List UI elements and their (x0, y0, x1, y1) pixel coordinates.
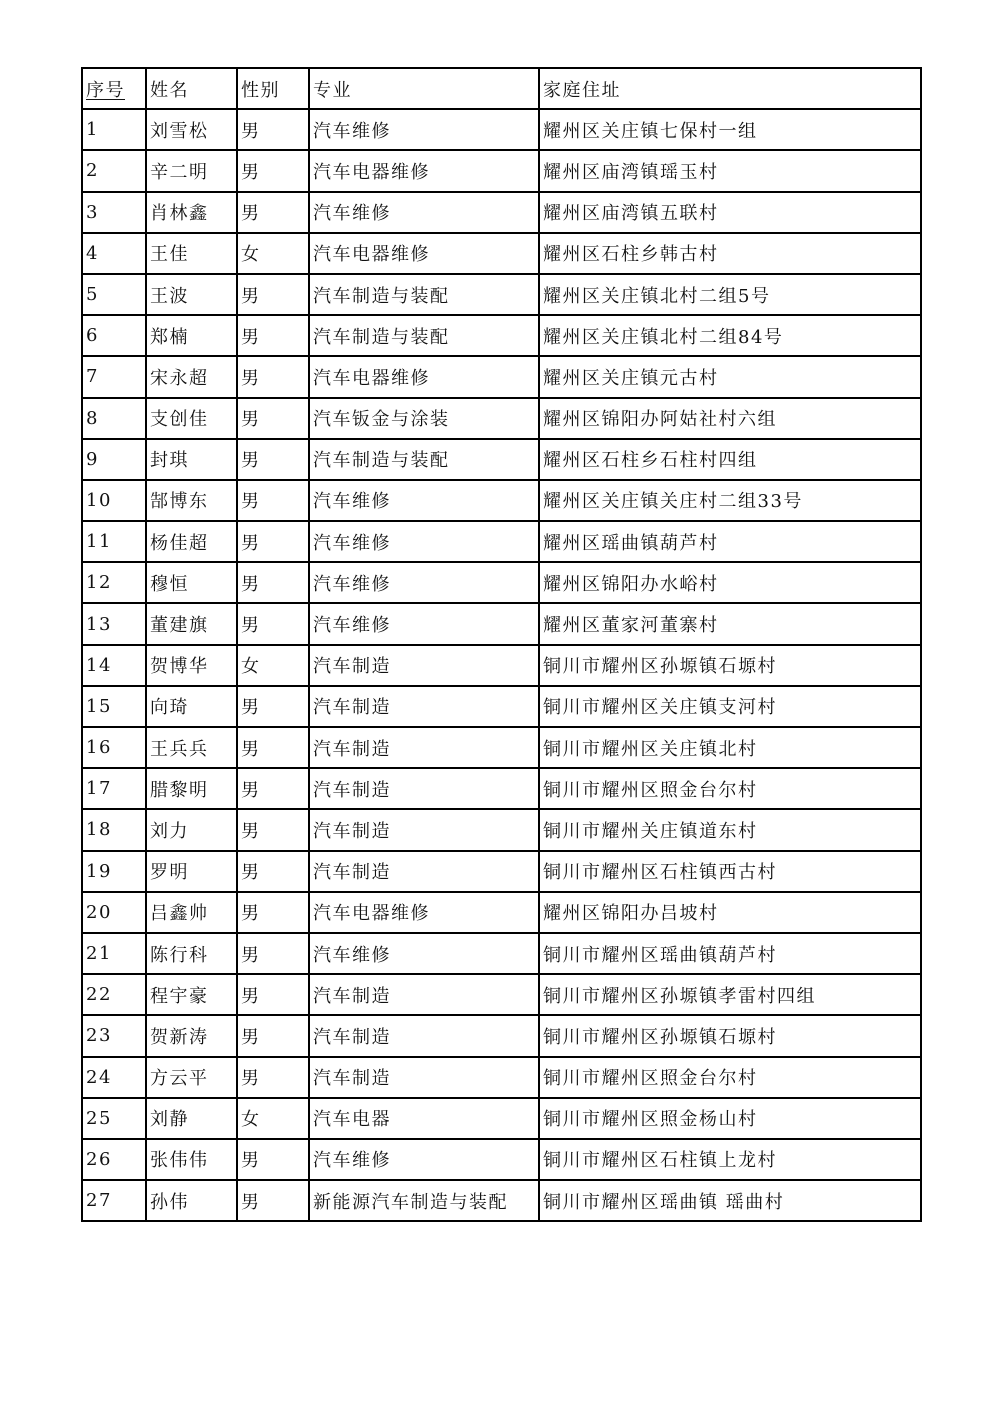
cell-gender: 男 (237, 439, 309, 480)
cell-gender: 男 (237, 150, 309, 191)
cell-address: 铜川市耀州区孙塬镇孝雷村四组 (539, 974, 921, 1015)
cell-name: 方云平 (146, 1057, 237, 1098)
table-row (82, 439, 921, 480)
header-name: 姓名 (146, 68, 237, 109)
cell-gender: 男 (237, 686, 309, 727)
cell-major: 汽车维修 (309, 480, 539, 521)
cell-name: 杨佳超 (146, 521, 237, 562)
cell-major: 汽车钣金与涂装 (309, 398, 539, 439)
cell-major: 汽车电器维修 (309, 233, 539, 274)
cell-gender: 男 (237, 768, 309, 809)
cell-gender: 男 (237, 603, 309, 644)
cell-number: 27 (82, 1180, 146, 1221)
cell-address: 耀州区石柱乡韩古村 (539, 233, 921, 274)
table-body (82, 109, 921, 1221)
cell-gender: 男 (237, 356, 309, 397)
table-row (82, 192, 921, 233)
cell-address: 耀州区庙湾镇五联村 (539, 192, 921, 233)
cell-gender: 男 (237, 851, 309, 892)
cell-number: 8 (82, 398, 146, 439)
cell-address: 耀州区锦阳办吕坡村 (539, 892, 921, 933)
cell-number: 3 (82, 192, 146, 233)
cell-name: 贺博华 (146, 645, 237, 686)
cell-gender: 男 (237, 727, 309, 768)
cell-address: 耀州区石柱乡石柱村四组 (539, 439, 921, 480)
cell-major: 汽车电器 (309, 1098, 539, 1139)
cell-number: 5 (82, 274, 146, 315)
table-row (82, 150, 921, 191)
table-row (82, 892, 921, 933)
table-row (82, 480, 921, 521)
cell-address: 铜川市耀州区照金台尔村 (539, 768, 921, 809)
cell-number: 16 (82, 727, 146, 768)
cell-major: 汽车制造 (309, 1057, 539, 1098)
cell-number: 11 (82, 521, 146, 562)
cell-name: 程宇豪 (146, 974, 237, 1015)
cell-major: 汽车制造 (309, 851, 539, 892)
cell-name: 刘静 (146, 1098, 237, 1139)
cell-name: 孙伟 (146, 1180, 237, 1221)
cell-name: 穆恒 (146, 562, 237, 603)
cell-major: 汽车制造 (309, 1015, 539, 1056)
cell-number: 20 (82, 892, 146, 933)
cell-name: 董建旗 (146, 603, 237, 644)
cell-number: 12 (82, 562, 146, 603)
cell-gender: 男 (237, 315, 309, 356)
table-row (82, 809, 921, 850)
cell-gender: 男 (237, 809, 309, 850)
cell-address: 耀州区关庄镇北村二组5号 (539, 274, 921, 315)
cell-gender: 男 (237, 192, 309, 233)
table-row (82, 686, 921, 727)
cell-address: 耀州区关庄镇元古村 (539, 356, 921, 397)
cell-number: 6 (82, 315, 146, 356)
cell-major: 汽车维修 (309, 109, 539, 150)
cell-major: 汽车制造与装配 (309, 439, 539, 480)
cell-number: 21 (82, 933, 146, 974)
table-header-row (82, 68, 921, 109)
table-row (82, 851, 921, 892)
cell-number: 23 (82, 1015, 146, 1056)
cell-number: 15 (82, 686, 146, 727)
cell-number: 14 (82, 645, 146, 686)
cell-name: 陈行科 (146, 933, 237, 974)
cell-address: 铜川市耀州区照金台尔村 (539, 1057, 921, 1098)
table-row (82, 233, 921, 274)
cell-name: 封琪 (146, 439, 237, 480)
cell-name: 郜博东 (146, 480, 237, 521)
cell-name: 腊黎明 (146, 768, 237, 809)
table-row (82, 645, 921, 686)
cell-gender: 男 (237, 1057, 309, 1098)
cell-name: 刘力 (146, 809, 237, 850)
cell-number: 9 (82, 439, 146, 480)
cell-major: 汽车电器维修 (309, 150, 539, 191)
cell-address: 铜川市耀州区孙塬镇石塬村 (539, 1015, 921, 1056)
cell-major: 汽车制造 (309, 727, 539, 768)
cell-address: 铜川市耀州区关庄镇支河村 (539, 686, 921, 727)
cell-gender: 男 (237, 933, 309, 974)
cell-address: 铜川市耀州区瑶曲镇 瑶曲村 (539, 1180, 921, 1221)
cell-name: 王波 (146, 274, 237, 315)
table-row (82, 1139, 921, 1180)
cell-major: 汽车电器维修 (309, 892, 539, 933)
cell-number: 25 (82, 1098, 146, 1139)
cell-gender: 男 (237, 1180, 309, 1221)
table-row (82, 562, 921, 603)
cell-name: 宋永超 (146, 356, 237, 397)
cell-major: 汽车制造 (309, 645, 539, 686)
cell-number: 2 (82, 150, 146, 191)
table-row (82, 398, 921, 439)
cell-address: 铜川市耀州区关庄镇北村 (539, 727, 921, 768)
cell-gender: 男 (237, 398, 309, 439)
header-number: 序号 (82, 68, 146, 109)
table-row (82, 274, 921, 315)
cell-number: 22 (82, 974, 146, 1015)
header-major: 专业 (309, 68, 539, 109)
cell-gender: 男 (237, 892, 309, 933)
cell-gender: 男 (237, 109, 309, 150)
cell-number: 17 (82, 768, 146, 809)
cell-major: 汽车制造与装配 (309, 315, 539, 356)
cell-number: 4 (82, 233, 146, 274)
table-row (82, 1098, 921, 1139)
cell-name: 张伟伟 (146, 1139, 237, 1180)
cell-major: 汽车维修 (309, 562, 539, 603)
cell-major: 汽车维修 (309, 521, 539, 562)
cell-number: 10 (82, 480, 146, 521)
table-row (82, 603, 921, 644)
cell-gender: 男 (237, 1139, 309, 1180)
cell-address: 铜川市耀州区瑶曲镇葫芦村 (539, 933, 921, 974)
cell-name: 辛二明 (146, 150, 237, 191)
table-row (82, 727, 921, 768)
cell-address: 耀州区锦阳办阿姑社村六组 (539, 398, 921, 439)
cell-name: 王佳 (146, 233, 237, 274)
cell-major: 汽车制造与装配 (309, 274, 539, 315)
cell-gender: 男 (237, 1015, 309, 1056)
cell-major: 汽车制造 (309, 686, 539, 727)
cell-gender: 男 (237, 480, 309, 521)
cell-name: 郑楠 (146, 315, 237, 356)
cell-gender: 女 (237, 233, 309, 274)
cell-name: 支创佳 (146, 398, 237, 439)
cell-address: 耀州区庙湾镇瑶玉村 (539, 150, 921, 191)
table-row (82, 315, 921, 356)
cell-address: 耀州区董家河董寨村 (539, 603, 921, 644)
cell-gender: 男 (237, 274, 309, 315)
cell-address: 铜川市耀州区孙塬镇石塬村 (539, 645, 921, 686)
cell-number: 24 (82, 1057, 146, 1098)
table-row (82, 974, 921, 1015)
cell-name: 向琦 (146, 686, 237, 727)
cell-major: 汽车维修 (309, 933, 539, 974)
cell-major: 汽车制造 (309, 768, 539, 809)
cell-gender: 女 (237, 1098, 309, 1139)
cell-address: 铜川市耀州区照金杨山村 (539, 1098, 921, 1139)
cell-gender: 女 (237, 645, 309, 686)
cell-name: 贺新涛 (146, 1015, 237, 1056)
cell-address: 耀州区关庄镇七保村一组 (539, 109, 921, 150)
table-row (82, 933, 921, 974)
table-row (82, 768, 921, 809)
cell-name: 吕鑫帅 (146, 892, 237, 933)
table-row (82, 356, 921, 397)
table-row (82, 1180, 921, 1221)
cell-address: 耀州区关庄镇关庄村二组33号 (539, 480, 921, 521)
cell-address: 铜川市耀州关庄镇道东村 (539, 809, 921, 850)
cell-gender: 男 (237, 974, 309, 1015)
cell-major: 汽车制造 (309, 809, 539, 850)
cell-gender: 男 (237, 521, 309, 562)
cell-address: 耀州区锦阳办水峪村 (539, 562, 921, 603)
cell-gender: 男 (237, 562, 309, 603)
table-row (82, 1015, 921, 1056)
cell-name: 肖林鑫 (146, 192, 237, 233)
cell-major: 汽车电器维修 (309, 356, 539, 397)
table-row (82, 1057, 921, 1098)
cell-major: 汽车维修 (309, 603, 539, 644)
header-gender: 性别 (237, 68, 309, 109)
cell-address: 铜川市耀州区石柱镇上龙村 (539, 1139, 921, 1180)
cell-major: 新能源汽车制造与装配 (309, 1180, 539, 1221)
cell-name: 王兵兵 (146, 727, 237, 768)
table-row (82, 521, 921, 562)
cell-major: 汽车制造 (309, 974, 539, 1015)
cell-number: 19 (82, 851, 146, 892)
cell-major: 汽车维修 (309, 1139, 539, 1180)
cell-number: 13 (82, 603, 146, 644)
cell-number: 18 (82, 809, 146, 850)
cell-name: 刘雪松 (146, 109, 237, 150)
cell-number: 7 (82, 356, 146, 397)
cell-number: 1 (82, 109, 146, 150)
cell-name: 罗明 (146, 851, 237, 892)
cell-address: 耀州区瑶曲镇葫芦村 (539, 521, 921, 562)
header-address: 家庭住址 (539, 68, 921, 109)
cell-address: 耀州区关庄镇北村二组84号 (539, 315, 921, 356)
cell-number: 26 (82, 1139, 146, 1180)
cell-address: 铜川市耀州区石柱镇西古村 (539, 851, 921, 892)
student-roster-table (81, 67, 922, 1222)
table-row (82, 109, 921, 150)
cell-major: 汽车维修 (309, 192, 539, 233)
